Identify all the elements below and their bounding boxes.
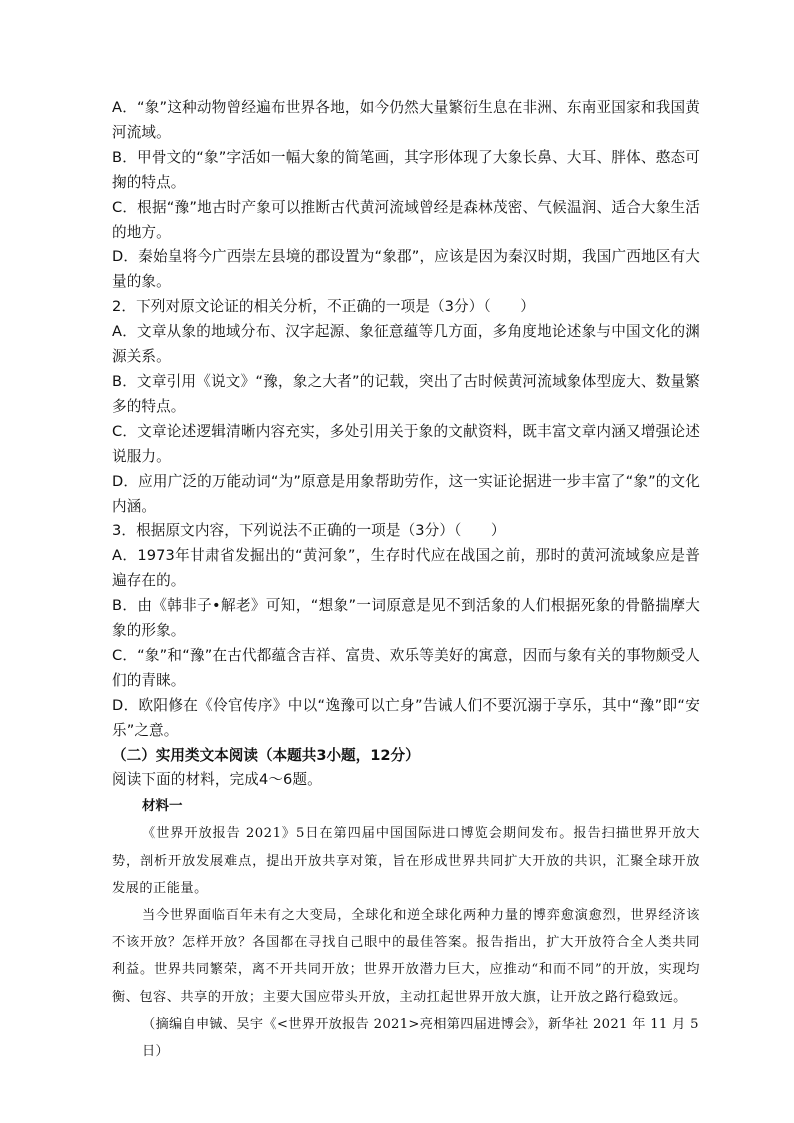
option-1d: D．秦始皇将今广西崇左县境的郡设置为“象郡”，应该是因为秦汉时期，我国广西地区有大量的象。 xyxy=(112,248,700,291)
section-title: （二）实用类文本阅读（本题共3小题，12分） xyxy=(112,746,420,764)
option-1a: A．“象”这种动物曾经遍布世界各地，如今仍然大量繁衍生息在非洲、东南亚国家和我国黄河流域。 xyxy=(112,99,700,141)
option-3d: D．欧阳修在《伶官传序》中以“逸豫可以亡身”告诫人们不要沉溺于享乐，其中“豫”即“安乐”之意。 xyxy=(112,696,700,739)
material-paragraph-2: 当今世界面临百年未有之大变局，全球化和逆全球化两种力量的博弈愈演愈烈，世界经济该不该开放？怎样开放？各国都在寻找自己眼中的最佳答案。报告指出，扩大开放符合全人类共同利益。世界共同繁荣，离不开共同开放；世界开放潜力巨大，应推动“和而不同”的开放，实现均衡、包容、共享的开放；主要大国应带头开放，主动扛起世界开放大旗，让开放之路行稳致远。 xyxy=(112,907,700,1005)
option-3b: B．由《韩非子•解老》可知，“想象”一词原意是见不到活象的人们根据死象的骨骼揣摩大象的形象。 xyxy=(112,597,700,640)
option-3c: C．“象”和“豫”在古代都蕴含吉祥、富贵、欢乐等美好的寓意，因而与象有关的事物颇受人们的青睐。 xyxy=(112,646,700,689)
option-1b: B．甲骨文的“象”字活如一幅大象的简笔画，其字形体现了大象长鼻、大耳、胖体、憨态可掬的特点。 xyxy=(112,148,700,191)
material-paragraph-1: 《世界开放报告 2021》5日在第四届中国国际进口博览会期间发布。报告扫描世界开放大势，剖析开放发展难点，提出开放共享对策，旨在形成世界共同扩大开放的共识，汇聚全球开放发展的正能量。 xyxy=(112,826,700,896)
option-1c: C．根据“豫”地古时产象可以推断古代黄河流域曾经是森林茂密、气候温润、适合大象生活的地方。 xyxy=(112,198,700,241)
material-source: （摘编自申铖、吴宇《<世界开放报告 2021>亮相第四届进博会》，新华社 2021 年 11 月 5 日） xyxy=(142,1016,699,1059)
question-2: 2．下列对原文论证的相关分析，不正确的一项是（3分）（ ） xyxy=(112,298,535,316)
option-3a: A．1973年甘肃省发掘出的“黄河象”，生存时代应在战国之前，那时的黄河流域象应是普遍存在的。 xyxy=(112,547,700,590)
section-instruction: 阅读下面的材料，完成4～6题。 xyxy=(112,771,322,789)
content-area xyxy=(112,96,700,1065)
question-3: 3．根据原文内容，下列说法不正确的一项是（3分）（ ） xyxy=(112,522,506,540)
option-2d: D．应用广泛的万能动词“为”原意是用象帮助劳作，这一实证论据进一步丰富了“象”的文化内涵。 xyxy=(112,472,700,515)
material-label: 材料一 xyxy=(142,798,183,815)
option-2c: C．文章论述逻辑清晰内容充实，多处引用关于象的文献资料，既丰富文章内涵又增强论述说服力。 xyxy=(112,422,700,465)
option-2b: B．文章引用《说文》“豫，象之大者”的记载，突出了古时候黄河流域象体型庞大、数量繁多的特点。 xyxy=(112,372,700,415)
option-2a: A．文章从象的地域分布、汉字起源、象征意蕴等几方面，多角度地论述象与中国文化的渊源关系。 xyxy=(112,323,700,366)
